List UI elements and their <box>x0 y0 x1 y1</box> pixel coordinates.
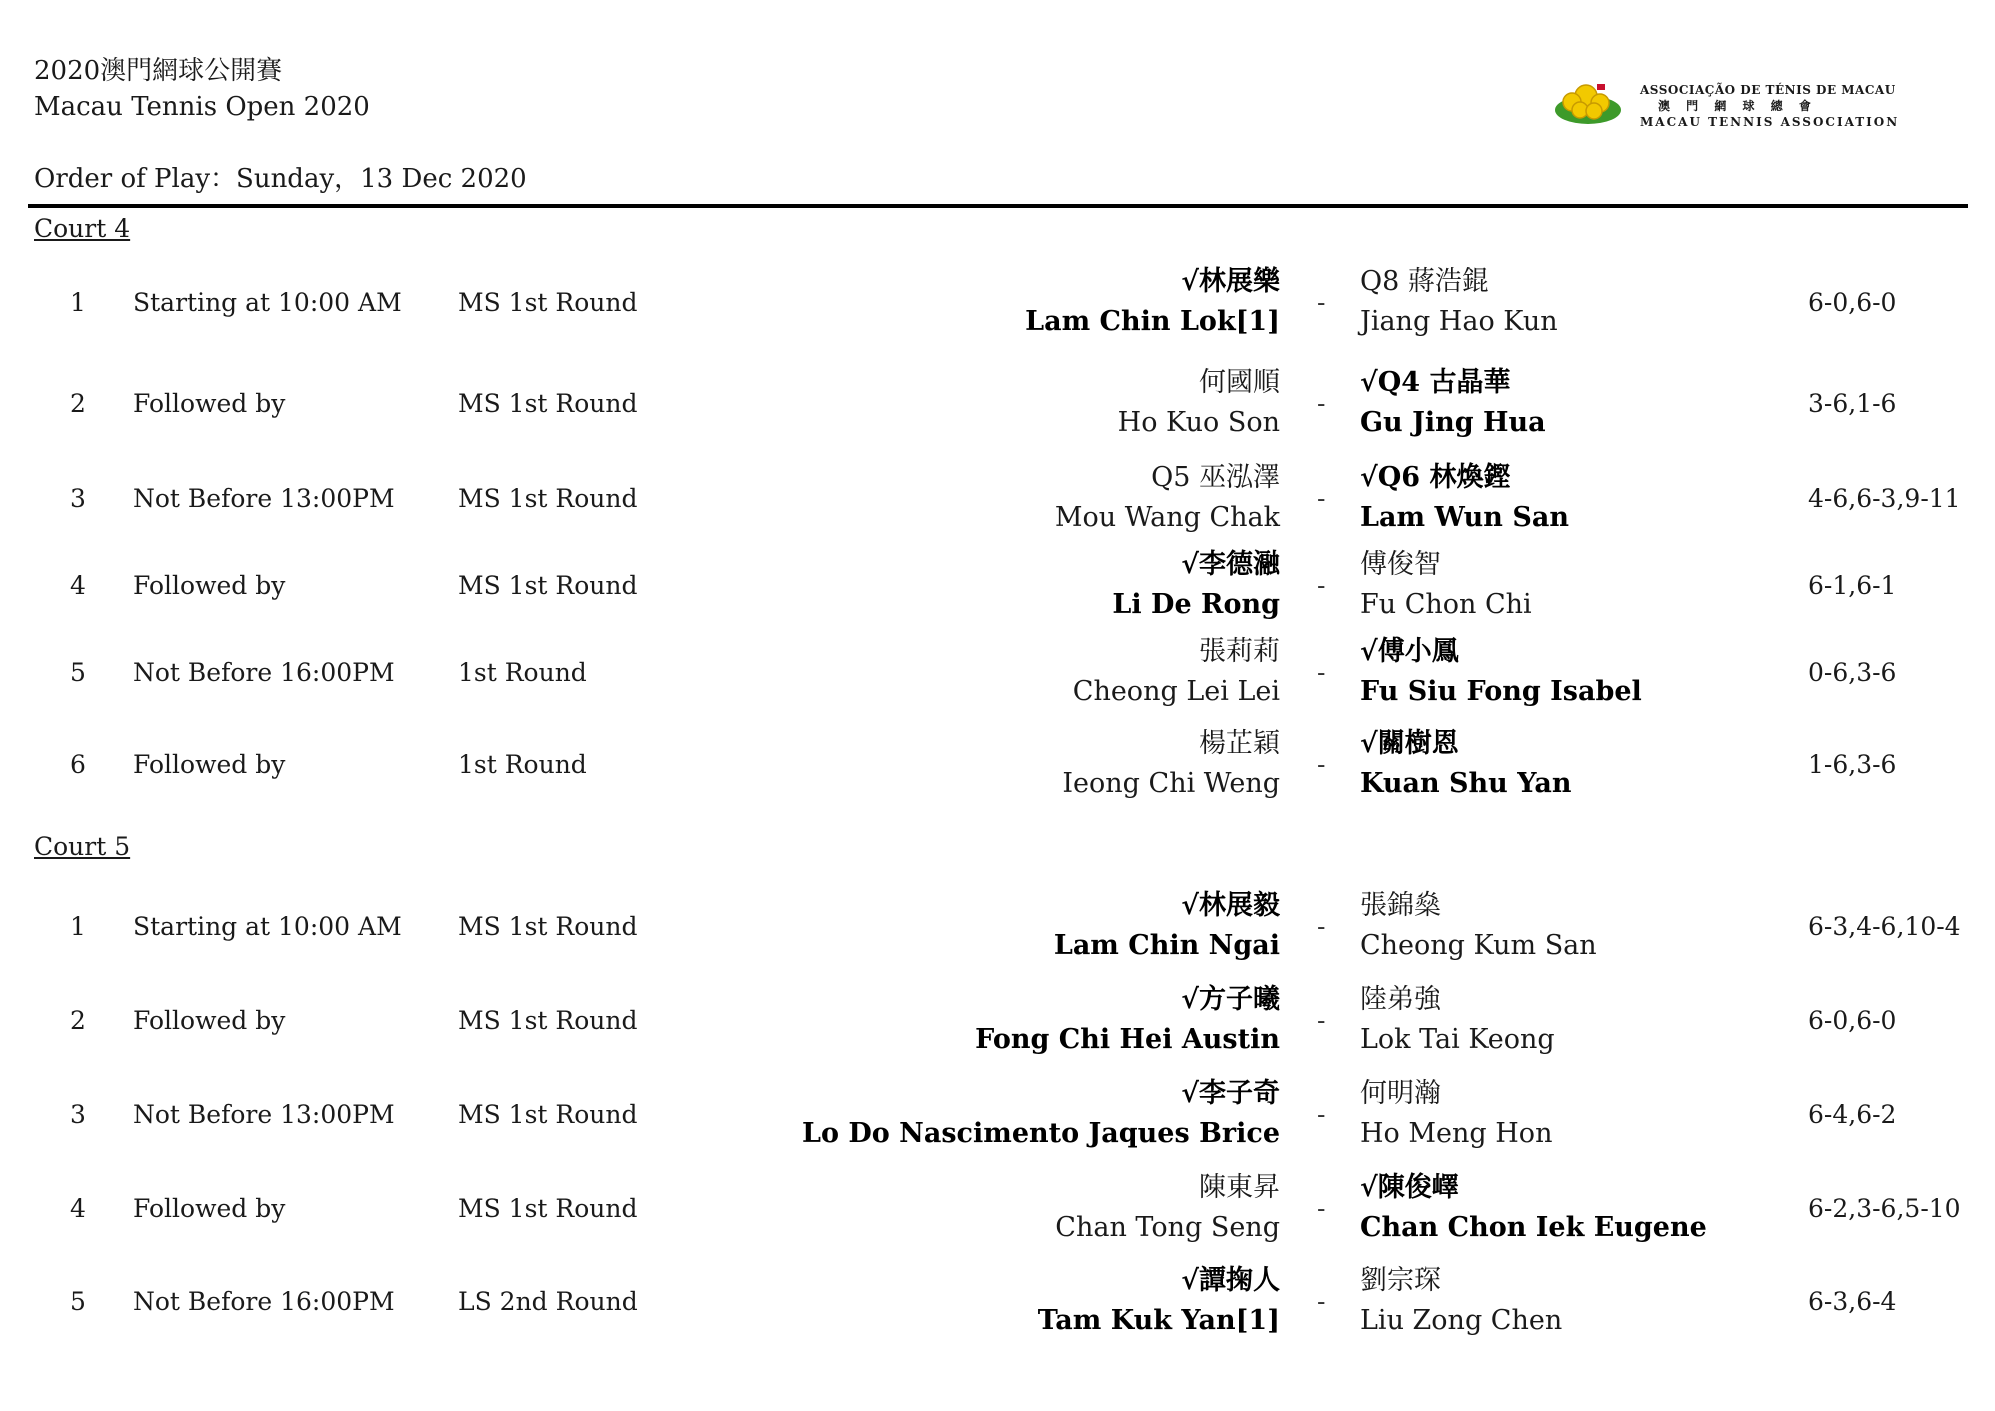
match-round: MS 1st Round <box>458 1100 638 1129</box>
left-player-english-name: Li De Rong <box>1112 589 1280 620</box>
left-player-chinese-name: √李德瀜 <box>1181 549 1280 580</box>
left-player <box>802 1074 1280 1154</box>
match-row <box>0 630 1995 714</box>
right-player-english-name: Liu Zong Chen <box>1360 1305 1563 1336</box>
versus-dash: - <box>1317 1194 1326 1223</box>
match-score: 6-3,4-6,10-4 <box>1808 912 1961 941</box>
right-player-chinese-name: √傅小鳳 <box>1360 636 1459 667</box>
left-player-chinese-name: 陳東昇 <box>1199 1172 1280 1203</box>
match-score: 6-3,6-4 <box>1808 1287 1897 1316</box>
left-player-english-name: Chan Tong Seng <box>1055 1212 1280 1243</box>
left-player <box>1055 458 1280 538</box>
title-zh: 2020澳門網球公開賽 <box>34 56 283 86</box>
match-schedule: Followed by <box>133 1194 286 1223</box>
title-en: Macau Tennis Open 2020 <box>34 92 370 122</box>
header-divider <box>28 204 1968 208</box>
right-player-english-name: Lok Tai Keong <box>1360 1024 1555 1055</box>
match-number: 5 <box>70 658 86 687</box>
right-player-chinese-name: 何明瀚 <box>1360 1078 1441 1109</box>
right-player <box>1360 886 1597 966</box>
right-player-chinese-name: √關樹恩 <box>1360 728 1459 759</box>
right-player <box>1360 1168 1707 1248</box>
left-player-english-name: Mou Wang Chak <box>1054 502 1280 533</box>
match-score: 6-0,6-0 <box>1808 288 1897 317</box>
left-player-english-name: Cheong Lei Lei <box>1072 676 1280 707</box>
right-player-english-name: Lam Wun San <box>1360 502 1569 533</box>
match-number: 4 <box>70 571 86 600</box>
match-number: 4 <box>70 1194 86 1223</box>
match-row <box>0 978 1995 1062</box>
match-number: 3 <box>70 484 86 513</box>
match-number: 3 <box>70 1100 86 1129</box>
versus-dash: - <box>1317 912 1326 941</box>
match-schedule: Followed by <box>133 571 286 600</box>
match-round: MS 1st Round <box>458 1006 638 1035</box>
left-player <box>1062 724 1280 804</box>
right-player-english-name: Jiang Hao Kun <box>1360 306 1558 337</box>
match-schedule: Not Before 13:00PM <box>133 484 395 513</box>
court-4-heading: Court 4 <box>34 214 131 243</box>
match-row <box>0 456 1995 540</box>
match-round: MS 1st Round <box>458 1194 638 1223</box>
versus-dash: - <box>1317 1100 1326 1129</box>
versus-dash: - <box>1317 750 1326 779</box>
right-player <box>1360 545 1532 625</box>
left-player-chinese-name: √李子奇 <box>1181 1078 1280 1109</box>
right-player <box>1360 262 1558 342</box>
left-player-chinese-name: √譚掬人 <box>1181 1265 1280 1296</box>
versus-dash: - <box>1317 571 1326 600</box>
right-player-chinese-name: 劉宗琛 <box>1360 1265 1441 1296</box>
left-player-english-name: Lam Chin Ngai <box>1053 930 1280 961</box>
right-player-english-name: Kuan Shu Yan <box>1360 768 1572 799</box>
match-schedule: Not Before 16:00PM <box>133 658 395 687</box>
right-player-chinese-name: √Q4 古晶華 <box>1360 367 1511 398</box>
left-player-english-name: Ho Kuo Son <box>1117 407 1280 438</box>
versus-dash: - <box>1317 658 1326 687</box>
match-number: 2 <box>70 1006 86 1035</box>
match-schedule: Followed by <box>133 750 286 779</box>
left-player <box>1073 632 1280 712</box>
right-player-english-name: Cheong Kum San <box>1360 930 1597 961</box>
match-number: 6 <box>70 750 86 779</box>
right-player-english-name: Chan Chon Iek Eugene <box>1360 1212 1707 1243</box>
match-score: 6-0,6-0 <box>1808 1006 1897 1035</box>
left-player-english-name: Fong Chi Hei Austin <box>975 1024 1280 1055</box>
match-number: 5 <box>70 1287 86 1316</box>
match-score: 6-4,6-2 <box>1808 1100 1897 1129</box>
match-schedule: Starting at 10:00 AM <box>133 912 402 941</box>
left-player <box>1118 363 1280 443</box>
match-schedule: Starting at 10:00 AM <box>133 288 402 317</box>
match-schedule: Followed by <box>133 1006 286 1035</box>
match-score: 1-6,3-6 <box>1808 750 1897 779</box>
left-player-chinese-name: √林展樂 <box>1181 266 1280 297</box>
match-row <box>0 1259 1995 1343</box>
match-score: 6-1,6-1 <box>1808 571 1897 600</box>
association-logo-icon <box>1548 78 1634 128</box>
match-round: 1st Round <box>458 750 587 779</box>
versus-dash: - <box>1317 484 1326 513</box>
match-score: 6-2,3-6,5-10 <box>1808 1194 1961 1223</box>
association-name-en: MACAU TENNIS ASSOCIATION <box>1640 115 1900 129</box>
match-row <box>0 1166 1995 1250</box>
left-player <box>975 980 1280 1060</box>
association-name-zh: 澳 門 網 球 總 會 <box>1658 99 1817 113</box>
match-round: LS 2nd Round <box>458 1287 638 1316</box>
match-number: 2 <box>70 389 86 418</box>
match-score: 4-6,6-3,9-11 <box>1808 484 1961 513</box>
order-of-play: Order of Play：Sunday，13 Dec 2020 <box>34 164 527 194</box>
right-player-english-name: Fu Siu Fong Isabel <box>1360 676 1642 707</box>
match-round: MS 1st Round <box>458 389 638 418</box>
left-player-chinese-name: √方子曦 <box>1181 984 1280 1015</box>
match-round: 1st Round <box>458 658 587 687</box>
right-player <box>1360 1074 1552 1154</box>
court-5-heading: Court 5 <box>34 832 131 861</box>
match-row <box>0 260 1995 344</box>
right-player-english-name: Gu Jing Hua <box>1360 407 1546 438</box>
match-number: 1 <box>70 288 86 317</box>
left-player-english-name: Lo Do Nascimento Jaques Brice <box>801 1118 1280 1149</box>
right-player <box>1360 458 1569 538</box>
match-row <box>0 722 1995 806</box>
versus-dash: - <box>1317 1287 1326 1316</box>
match-schedule: Not Before 16:00PM <box>133 1287 395 1316</box>
match-schedule: Not Before 13:00PM <box>133 1100 395 1129</box>
match-round: MS 1st Round <box>458 912 638 941</box>
right-player-chinese-name: 傅俊智 <box>1360 549 1441 580</box>
right-player <box>1360 1261 1562 1341</box>
left-player-chinese-name: 楊芷穎 <box>1199 728 1280 759</box>
match-row <box>0 543 1995 627</box>
right-player <box>1360 632 1642 712</box>
left-player-english-name: Ieong Chi Weng <box>1062 768 1280 799</box>
left-player-english-name: Lam Chin Lok[1] <box>1025 306 1280 337</box>
left-player <box>1054 886 1280 966</box>
right-player-chinese-name: 張錦燊 <box>1360 890 1441 921</box>
left-player-english-name: Tam Kuk Yan[1] <box>1037 1305 1280 1336</box>
match-score: 0-6,3-6 <box>1808 658 1897 687</box>
left-player <box>1112 545 1280 625</box>
match-row <box>0 884 1995 968</box>
left-player-chinese-name: 何國順 <box>1199 367 1280 398</box>
versus-dash: - <box>1317 1006 1326 1035</box>
versus-dash: - <box>1317 288 1326 317</box>
left-player-chinese-name: Q5 巫泓澤 <box>1151 462 1280 493</box>
match-round: MS 1st Round <box>458 484 638 513</box>
match-round: MS 1st Round <box>458 288 638 317</box>
right-player-chinese-name: Q8 蔣浩錕 <box>1360 266 1489 297</box>
right-player <box>1360 363 1546 443</box>
left-player-chinese-name: √林展毅 <box>1181 890 1280 921</box>
match-score: 3-6,1-6 <box>1808 389 1897 418</box>
match-row <box>0 1072 1995 1156</box>
association-name <box>1640 82 1899 130</box>
left-player <box>1055 1168 1280 1248</box>
left-player <box>1038 1261 1280 1341</box>
right-player-english-name: Fu Chon Chi <box>1360 589 1532 620</box>
association-name-pt: ASSOCIAÇÃO DE TÉNIS DE MACAU <box>1640 83 1896 97</box>
right-player-chinese-name: √陳俊嶧 <box>1360 1172 1459 1203</box>
match-row <box>0 361 1995 445</box>
left-player-chinese-name: 張莉莉 <box>1199 636 1280 667</box>
right-player-chinese-name: √Q6 林煥鏗 <box>1360 462 1511 493</box>
match-schedule: Followed by <box>133 389 286 418</box>
right-player <box>1360 980 1555 1060</box>
right-player-chinese-name: 陸弟強 <box>1360 984 1441 1015</box>
match-round: MS 1st Round <box>458 571 638 600</box>
right-player <box>1360 724 1572 804</box>
left-player <box>1025 262 1280 342</box>
versus-dash: - <box>1317 389 1326 418</box>
right-player-english-name: Ho Meng Hon <box>1360 1118 1553 1149</box>
match-number: 1 <box>70 912 86 941</box>
